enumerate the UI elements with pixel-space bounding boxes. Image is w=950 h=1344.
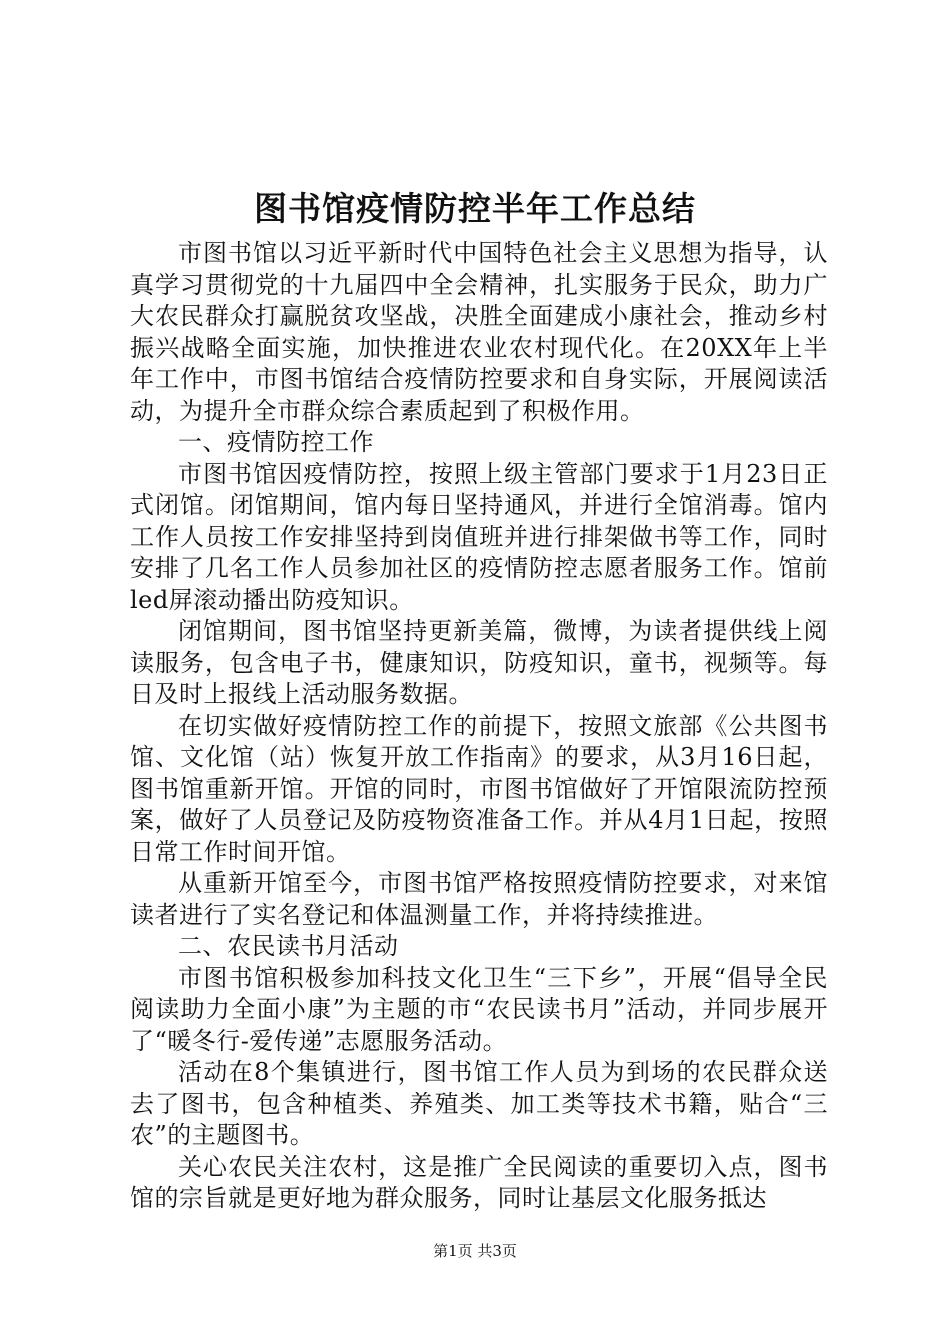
section-heading-epidemic: 一、疫情防控工作 <box>178 428 374 456</box>
paragraph-three-rural: 市图书馆积极参加科技文化卫生“三下乡”，开展“倡导全民阅读助力全面小康”为主题的市“农民读书月”活动，并同步展开了“暖冬行-爱传递”志愿服务活动。 <box>130 963 828 1055</box>
paragraph-activity: 活动在8个集镇进行，图书馆工作人员为到场的农民群众送去了图书，包含种植类、养殖类、加工类等技术书籍，贴合“三农”的主题图书。 <box>130 1058 828 1149</box>
document-title: 图书馆疫情防控半年工作总结 <box>254 189 696 228</box>
paragraph-online-service: 闭馆期间，图书馆坚持更新美篇，微博，为读者提供线上阅读服务，包含电子书，健康知识，防疫知识，童书，视频等。每日及时上报线上活动服务数据。 <box>130 617 828 708</box>
page-number-footer: 第1页 共3页 <box>433 1242 517 1260</box>
paragraph-closure: 市图书馆因疫情防控，按照上级主管部门要求于1月23日正式闭馆。闭馆期间，馆内每日坚持通风，并进行全馆消毒。馆内工作人员按工作安排坚持到岗值班并进行排架做书等工作，同时安排了几名工作人员参加社区的疫情防控志愿者服务工作。馆前led屏滚动播出防疫知识。 <box>130 459 828 614</box>
paragraph-reopening: 在切实做好疫情防控工作的前提下，按照文旅部《公共图书馆、文化馆（站）恢复开放工作指南》的要求，从3月16日起，图书馆重新开馆。开馆的同时，市图书馆做好了开馆限流防控预案，做好了人员登记及防疫物资准备工作。并从4月1日起，按照日常工作时间开馆。 <box>130 711 828 866</box>
section-heading-reading-month: 二、农民读书月活动 <box>178 932 399 960</box>
paragraph-care-farmers: 关心农民关注农村，这是推广全民阅读的重要切入点，图书馆的宗旨就是更好地为群众服务，同时让基层文化服务抵达 <box>130 1152 828 1212</box>
paragraph-intro: 市图书馆以习近平新时代中国特色社会主义思想为指导，认真学习贯彻党的十九届四中全会精神，扎实服务于民众，助力广大农民群众打赢脱贫攻坚战，决胜全面建成小康社会，推动乡村振兴战略全面实施，加快推进农业农村现代化。在20XX年上半年工作中，市图书馆结合疫情防控要求和自身实际，开展阅读活动，为提升全市群众综合素质起到了积极作用。 <box>130 239 828 425</box>
document-body <box>130 238 828 1215</box>
paragraph-registration: 从重新开馆至今，市图书馆严格按照疫情防控要求，对来馆读者进行了实名登记和体温测量工作，并将持续推进。 <box>130 869 828 929</box>
